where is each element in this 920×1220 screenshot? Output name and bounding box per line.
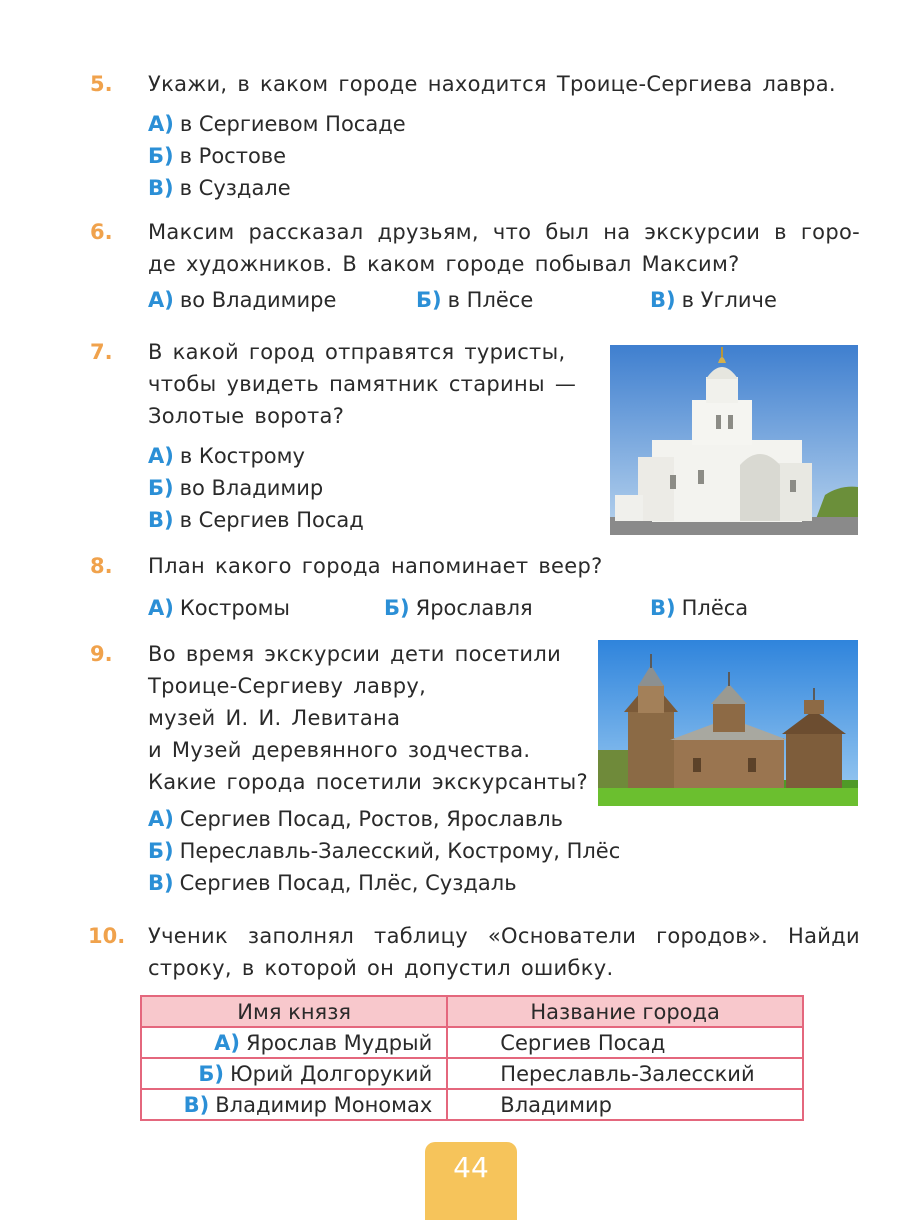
option-c <box>650 592 748 624</box>
question-number: 8. <box>90 554 113 578</box>
option-a <box>148 284 336 316</box>
column-header-city: Название города <box>447 996 803 1027</box>
option-letter: В) <box>148 871 174 895</box>
option-text: в Плёсе <box>447 288 534 312</box>
city-cell: Переславль-Залесский <box>447 1058 803 1089</box>
question-number: 7. <box>90 340 113 364</box>
option-letter: Б) <box>384 596 410 620</box>
prince-cell <box>141 1058 447 1089</box>
option-letter: А) <box>148 807 174 831</box>
question-text-line: Золотые ворота? <box>148 404 345 428</box>
question-text-line: де художников. В каком городе побывал Максим? <box>148 252 740 276</box>
city-cell: Сергиев Посад <box>447 1027 803 1058</box>
option-a <box>148 108 406 140</box>
table-row <box>141 1058 803 1089</box>
option-text: в Кострому <box>179 444 305 468</box>
question-number: 6. <box>90 220 113 244</box>
question-text-line: Какие города посетили экскурсанты? <box>148 770 588 794</box>
option-letter: А) <box>148 444 174 468</box>
option-text: во Владимир <box>179 476 324 500</box>
option-text: в Сергиевом Посаде <box>179 112 406 136</box>
option-letter: В) <box>650 288 676 312</box>
prince-cell <box>141 1027 447 1058</box>
question-text-line: музей И. И. Левитана <box>148 706 401 730</box>
question-text: План какого города напоминает веер? <box>148 554 603 578</box>
option-b <box>148 835 620 867</box>
prince-cell <box>141 1089 447 1120</box>
option-letter: Б) <box>416 288 442 312</box>
question-text-line: чтобы увидеть памятник старины — <box>148 372 577 396</box>
option-text: в Сергиев Посад <box>179 508 364 532</box>
option-letter: Б) <box>148 839 174 863</box>
option-c <box>148 867 517 899</box>
question-text-line: Ученик заполнял таблицу «Основатели городов». Найди <box>148 924 860 948</box>
row-letter: А) <box>214 1030 240 1055</box>
option-b <box>416 284 533 316</box>
question-number: 10. <box>88 924 126 948</box>
question-number: 9. <box>90 642 113 666</box>
question-number: 5. <box>90 72 113 96</box>
question-text-line: В какой город отправятся туристы, <box>148 340 566 364</box>
option-text: в Суздале <box>179 176 291 200</box>
city-cell: Владимир <box>447 1089 803 1120</box>
question-text-line: строку, в которой он допустил ошибку. <box>148 956 614 980</box>
option-letter: А) <box>148 596 174 620</box>
option-a <box>148 803 563 835</box>
option-letter: В) <box>148 176 174 200</box>
option-text: Сергиев Посад, Плёс, Суздаль <box>179 871 517 895</box>
option-a <box>148 592 290 624</box>
question-text-line: и Музей деревянного зодчества. <box>148 738 531 762</box>
golden-gate-photo <box>610 345 858 535</box>
option-c <box>650 284 777 316</box>
option-b <box>148 472 323 504</box>
option-text: в Угличе <box>681 288 777 312</box>
prince-name: Юрий Долгорукий <box>230 1061 433 1086</box>
option-text: во Владимире <box>179 288 337 312</box>
option-letter: В) <box>650 596 676 620</box>
table-header-row <box>141 996 803 1027</box>
option-letter: А) <box>148 112 174 136</box>
question-text-line: Максим рассказал друзьям, что был на экскурсии в горо- <box>148 220 860 244</box>
option-text: Ярославля <box>415 596 533 620</box>
row-letter: В) <box>183 1092 210 1117</box>
option-text: Переславль-Залесский, Кострому, Плёс <box>179 839 621 863</box>
page-number: 44 <box>425 1142 517 1220</box>
option-letter: Б) <box>148 476 174 500</box>
option-letter: Б) <box>148 144 174 168</box>
option-c <box>148 172 291 204</box>
table-row <box>141 1089 803 1120</box>
option-text: Сергиев Посад, Ростов, Ярославль <box>179 807 563 831</box>
row-letter: Б) <box>198 1061 225 1086</box>
table-row <box>141 1027 803 1058</box>
option-text: Костромы <box>179 596 290 620</box>
option-c <box>148 504 364 536</box>
prince-name: Ярослав Мудрый <box>246 1030 433 1055</box>
founders-table <box>140 995 804 1121</box>
option-b <box>148 140 286 172</box>
option-text: в Ростове <box>179 144 287 168</box>
wooden-church-photo <box>598 640 858 806</box>
prince-name: Владимир Мономах <box>215 1092 433 1117</box>
option-b <box>384 592 533 624</box>
option-letter: А) <box>148 288 174 312</box>
option-letter: В) <box>148 508 174 532</box>
option-text: Плёса <box>681 596 749 620</box>
option-a <box>148 440 305 472</box>
question-text-line: Троице-Сергиеву лавру, <box>148 674 427 698</box>
column-header-prince: Имя князя <box>141 996 447 1027</box>
question-text-line: Во время экскурсии дети посетили <box>148 642 562 666</box>
question-text: Укажи, в каком городе находится Троице-Сергиева лавра. <box>148 72 836 96</box>
